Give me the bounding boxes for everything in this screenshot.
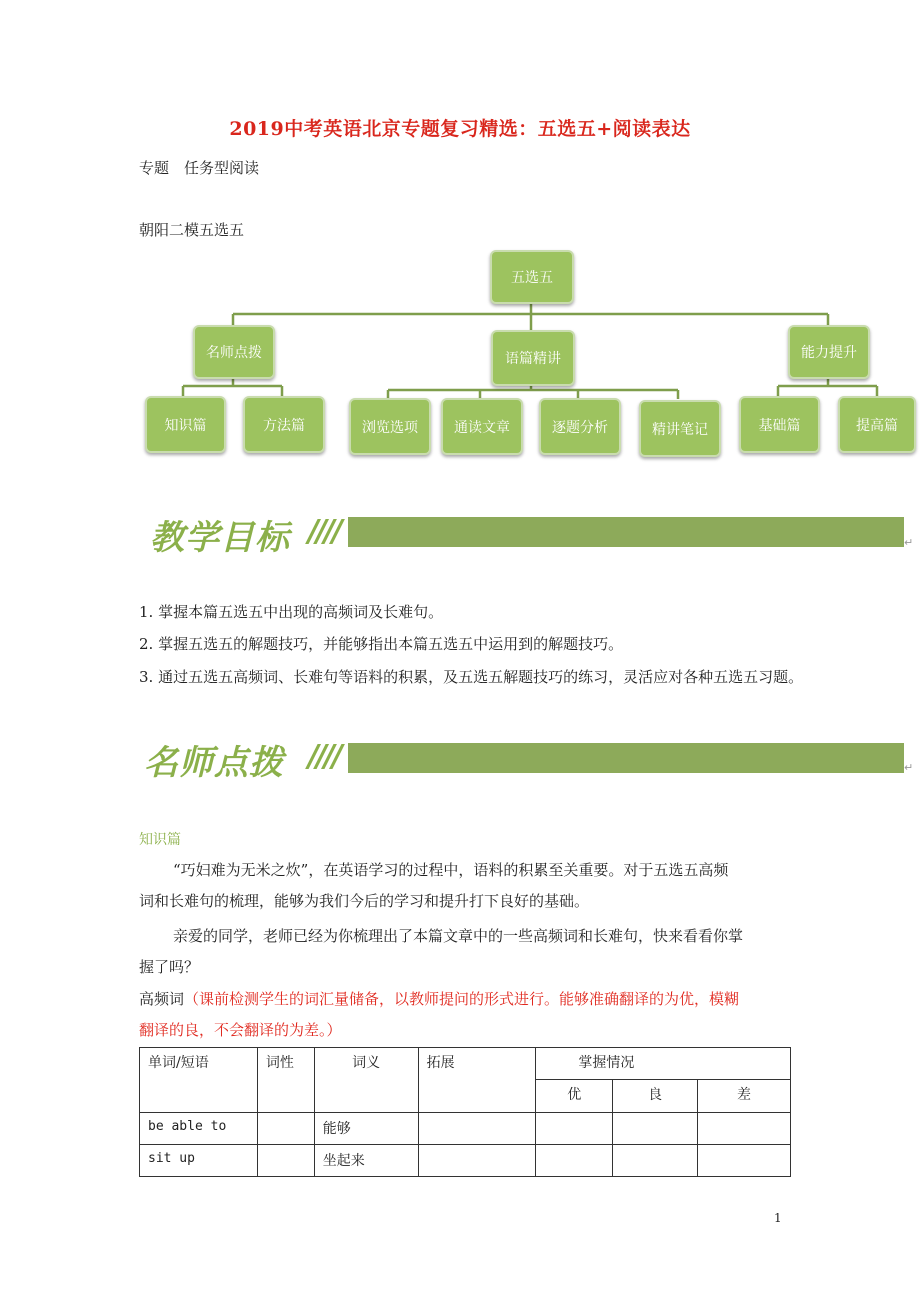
cell-extension xyxy=(418,1113,536,1145)
high-frequency-note-cont: 翻译的良，不会翻译的为差。） xyxy=(139,1021,342,1039)
cell-extension xyxy=(418,1145,536,1177)
node-notes: 精讲笔记 xyxy=(639,400,721,457)
paragraph-line: “巧妇难为无米之炊”，在英语学习的过程中，语料的积累至关重要。对于五选五高频 xyxy=(173,861,729,879)
node-teacher-tips: 名师点拨 xyxy=(193,325,275,379)
objective-item: 2. 掌握五选五的解题技巧，并能够指出本篇五选五中运用到的解题技巧。 xyxy=(139,635,624,653)
cell-pos xyxy=(257,1145,314,1177)
paragraph-line: 握了吗？ xyxy=(139,958,200,976)
paragraph-mark-icon: ↵ xyxy=(904,536,914,549)
banner-teacher-tips xyxy=(140,733,914,783)
cell-mastery xyxy=(613,1113,698,1145)
paragraph-line: 词和长难句的梳理，能够为我们今后的学习和提升打下良好的基础。 xyxy=(139,892,590,910)
high-frequency-line xyxy=(139,988,739,1009)
node-text-analysis: 语篇精讲 xyxy=(491,330,575,386)
document-title: 2019中考英语北京专题复习精选：五选五+阅读表达 xyxy=(229,118,691,140)
page-number: 1 xyxy=(774,1211,782,1225)
node-browse-options: 浏览选项 xyxy=(349,398,431,455)
banner-title: 教学目标 xyxy=(150,518,290,558)
mastery-excellent: 优 xyxy=(536,1080,613,1113)
high-frequency-note: （课前检测学生的词汇量储备，以教师提问的形式进行。能够准确翻译的为优，模糊 xyxy=(184,990,740,1008)
objective-item: 1. 掌握本篇五选五中出现的高频词及长难句。 xyxy=(139,603,444,621)
mastery-poor: 差 xyxy=(698,1080,791,1113)
cell-pos xyxy=(257,1113,314,1145)
paragraph-line: 亲爱的同学，老师已经为你梳理出了本篇文章中的一些高频词和长难句，快来看看你掌 xyxy=(173,927,744,945)
banner-bar xyxy=(348,517,904,547)
table-row xyxy=(140,1113,791,1145)
header-mastery: 掌握情况 xyxy=(536,1048,791,1080)
objective-item: 3. 通过五选五高频词、长难句等语料的积累，及五选五解题技巧的练习，灵活应对各种五选五习题。 xyxy=(139,668,804,686)
node-advanced: 提高篇 xyxy=(838,396,916,453)
cell-mastery xyxy=(698,1113,791,1145)
node-knowledge: 知识篇 xyxy=(145,396,226,453)
cell-mastery xyxy=(536,1113,613,1145)
cell-word: sit up xyxy=(140,1145,258,1177)
header-extension: 拓展 xyxy=(418,1048,536,1113)
cell-mastery xyxy=(613,1145,698,1177)
node-method: 方法篇 xyxy=(243,396,325,453)
tree-diagram xyxy=(0,0,920,470)
high-frequency-label: 高频词 xyxy=(139,990,185,1008)
node-read-through: 通读文章 xyxy=(441,398,523,455)
header-word: 单词/短语 xyxy=(140,1048,258,1113)
cell-mastery xyxy=(536,1145,613,1177)
vocabulary-table xyxy=(139,1047,791,1177)
banner-slashes: //// xyxy=(308,514,340,549)
node-basic: 基础篇 xyxy=(739,396,820,453)
node-root: 五选五 xyxy=(490,250,574,304)
node-item-analysis: 逐题分析 xyxy=(539,398,621,455)
header-meaning: 词义 xyxy=(314,1048,418,1113)
cell-meaning: 能够 xyxy=(314,1113,418,1145)
banner-teaching-goals xyxy=(140,508,914,558)
table-row xyxy=(140,1145,791,1177)
banner-bar xyxy=(348,743,904,773)
knowledge-heading: 知识篇 xyxy=(139,832,181,848)
node-ability-improve: 能力提升 xyxy=(788,325,870,379)
section-label: 朝阳二模五选五 xyxy=(139,221,245,239)
paragraph-mark-icon: ↵ xyxy=(904,761,914,774)
cell-mastery xyxy=(698,1145,791,1177)
banner-slashes: //// xyxy=(308,739,340,774)
mastery-good: 良 xyxy=(613,1080,698,1113)
cell-meaning: 坐起来 xyxy=(314,1145,418,1177)
subtitle: 专题 任务型阅读 xyxy=(139,159,260,177)
cell-word: be able to xyxy=(140,1113,258,1145)
header-pos: 词性 xyxy=(257,1048,314,1113)
banner-title: 名师点拨 xyxy=(144,743,284,783)
